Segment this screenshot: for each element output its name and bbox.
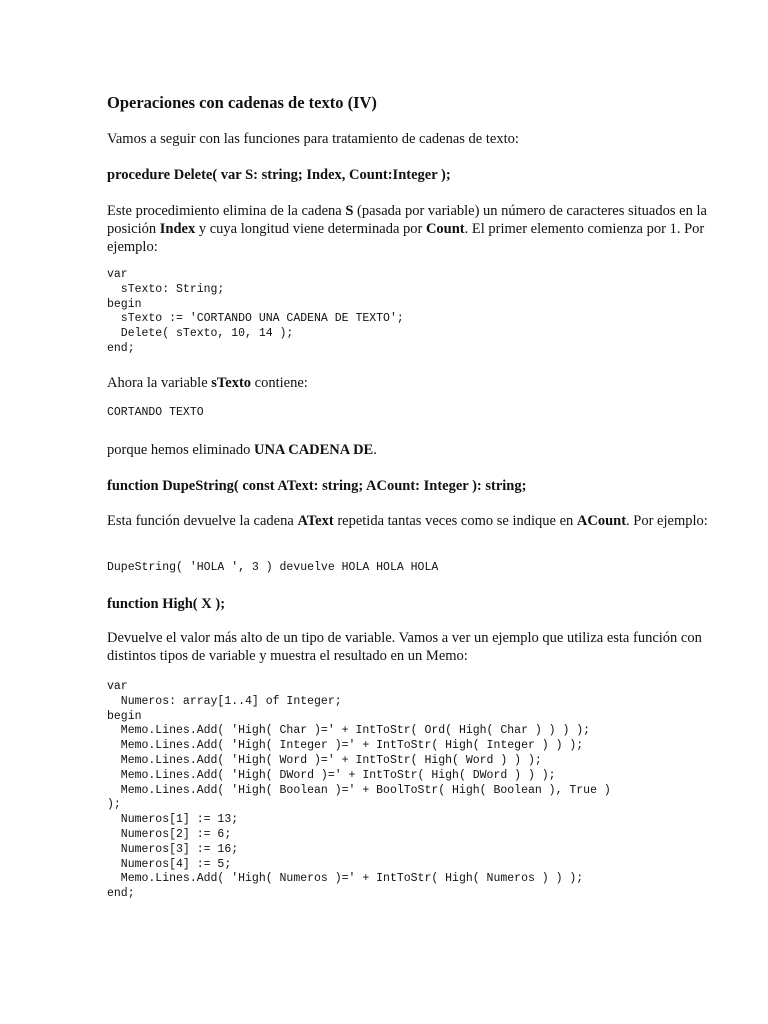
delete-desc-text-4: . El primer elemento comienza por 1. Por ejemplo: [107,221,705,255]
explanation-removed-text: UNA CADENA DE [253,442,374,458]
explanation-text-1: porque hemos eliminado [107,442,254,458]
delete-desc-text-1: Este procedimiento elimina de la cadena [107,203,346,219]
high-signature: function High( X ); [107,596,226,612]
delete-desc-param-index: Index [159,221,196,237]
delete-desc-text-2: (pasada por variable) un número de caracteres situados en la posición [107,203,707,237]
dupestring-description [107,512,708,530]
dupestring-desc-param-acount: ACount [576,513,627,529]
result-intro-variable: sTexto [211,375,252,391]
dupestring-desc-param-atext: AText [297,513,334,529]
document-title: Operaciones con cadenas de texto (IV) [107,93,377,112]
result-code-block: CORTANDO TEXTO [107,406,204,419]
explanation-text-2: . [373,442,377,458]
delete-description [107,202,708,256]
high-code-block: var Numeros: array[1..4] of Integer; begin Memo.Lines.Add( 'High( Char )=' + IntToStr( Ord( High( Char ) ) ) ); Memo.Lines.Add( 'High( Integer )=' + IntToStr( High( Integer ) ) ); Memo.Lines.Add( 'High( Word )=' + IntToStr( High( Word ) ) ); Memo.Lines.Add( 'High( DWord )=' + IntToStr( High( DWord ) ) ); Memo.Lines.Add( 'High( Boolean )=' + BoolToStr( High( Boolean ), True ) ); Numeros[1] := 13; Numeros[2] := 6; Numeros[3] := 16; Numeros[4] := 5; Memo.Lines.Add( 'High( Numeros )=' + IntToStr( High( Numeros ) ) ); end; [107,680,611,901]
dupestring-code-block: DupeString( 'HOLA ', 3 ) devuelve HOLA HOLA HOLA [107,561,439,574]
result-intro-paragraph [107,374,708,392]
delete-desc-param-s: S [345,203,354,219]
explanation-paragraph [107,441,708,459]
dupestring-desc-text-2: repetida tantas veces como se indique en [333,513,577,529]
intro-paragraph: Vamos a seguir con las funciones para tratamiento de cadenas de texto: [107,131,519,147]
delete-code-block: var sTexto: String; begin sTexto := 'CORTANDO UNA CADENA DE TEXTO'; Delete( sTexto, 10, 14 ); end; [107,268,404,355]
high-description: Devuelve el valor más alto de un tipo de variable. Vamos a ver un ejemplo que utiliza esta función con distintos tipos de variable y muestra el resultado en un Memo: [107,630,702,664]
result-intro-text-2: contiene: [251,375,308,391]
delete-desc-text-3: y cuya longitud viene determinada por [195,221,426,237]
dupestring-signature: function DupeString( const AText: string; ACount: Integer ): string; [107,478,527,494]
dupestring-desc-text-3: . Por ejemplo: [626,513,708,529]
delete-desc-param-count: Count [425,221,465,237]
delete-signature: procedure Delete( var S: string; Index, Count:Integer ); [107,167,451,183]
result-intro-text-1: Ahora la variable [107,375,212,391]
dupestring-desc-text-1: Esta función devuelve la cadena [107,513,298,529]
